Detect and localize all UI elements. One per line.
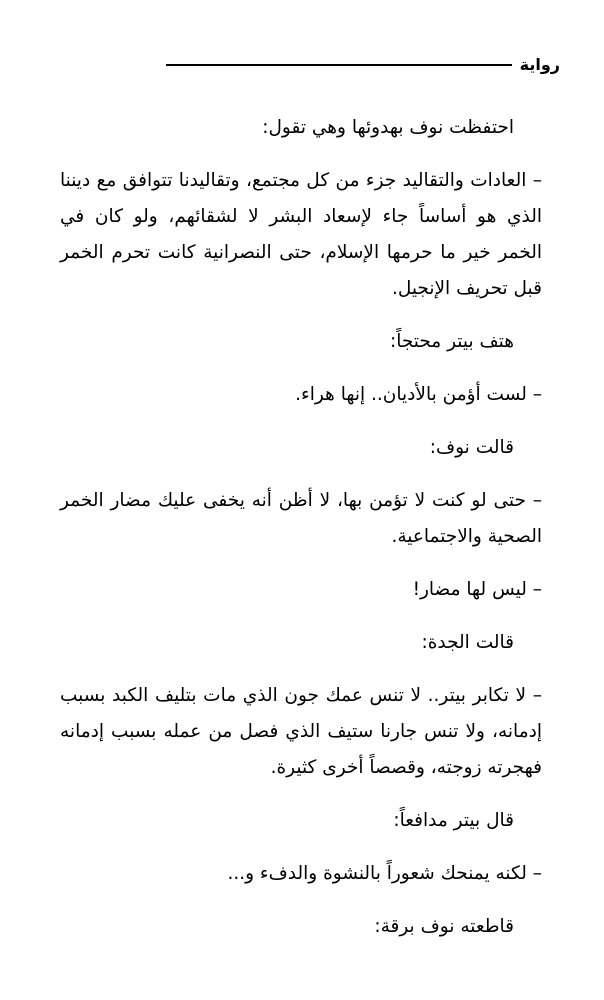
paragraph-narration: قاطعته نوف برقة: [374,916,514,937]
paragraph-narration: هتف بيتر محتجاً: [389,331,514,352]
paragraph-speech: – ليس لها مضار! [412,579,542,600]
paragraph-speech: – حتى لو كنت لا تؤمن بها، لا أظن أنه يخفى عليك مضار الخمر الصحية والاجتماعية. [60,490,542,547]
paragraph-speech: – لست أؤمن بالأديان.. إنها هراء. [295,384,542,405]
paragraph-narration: قالت الجدة: [421,632,514,653]
body-text [60,110,562,945]
paragraph-speech: – العادات والتقاليد جزء من كل مجتمع، وتقاليدنا تتوافق مع ديننا الذي هو أساساً جاء لإسعاد البشر لا لشقائهم، ولو كان في الخمر خير ما حرمها الإسلام، حتى النصرانية كانت تحرم الخمر قبل تحريف الإنجيل. [60,170,542,299]
paragraph-speech: – لا تكابر بيتر.. لا تنس عمك جون الذي مات بتليف الكبد بسبب إدمانه، ولا تنس جارنا ستيف الذي فصل من عمله بسبب إدمانه فهجرته زوجته، وقصصاً أخرى كثيرة. [60,685,542,778]
paragraph-speech: – لكنه يمنحك شعوراً بالنشوة والدفء و... [227,863,542,884]
running-header [60,50,560,80]
paragraph-narration: قال بيتر مدافعاً: [393,810,514,831]
running-title: رواية [519,55,560,74]
header-rule [166,64,512,66]
paragraph-narration: قالت نوف: [429,437,514,458]
paragraph-narration: احتفظت نوف بهدوئها وهي تقول: [262,117,514,138]
